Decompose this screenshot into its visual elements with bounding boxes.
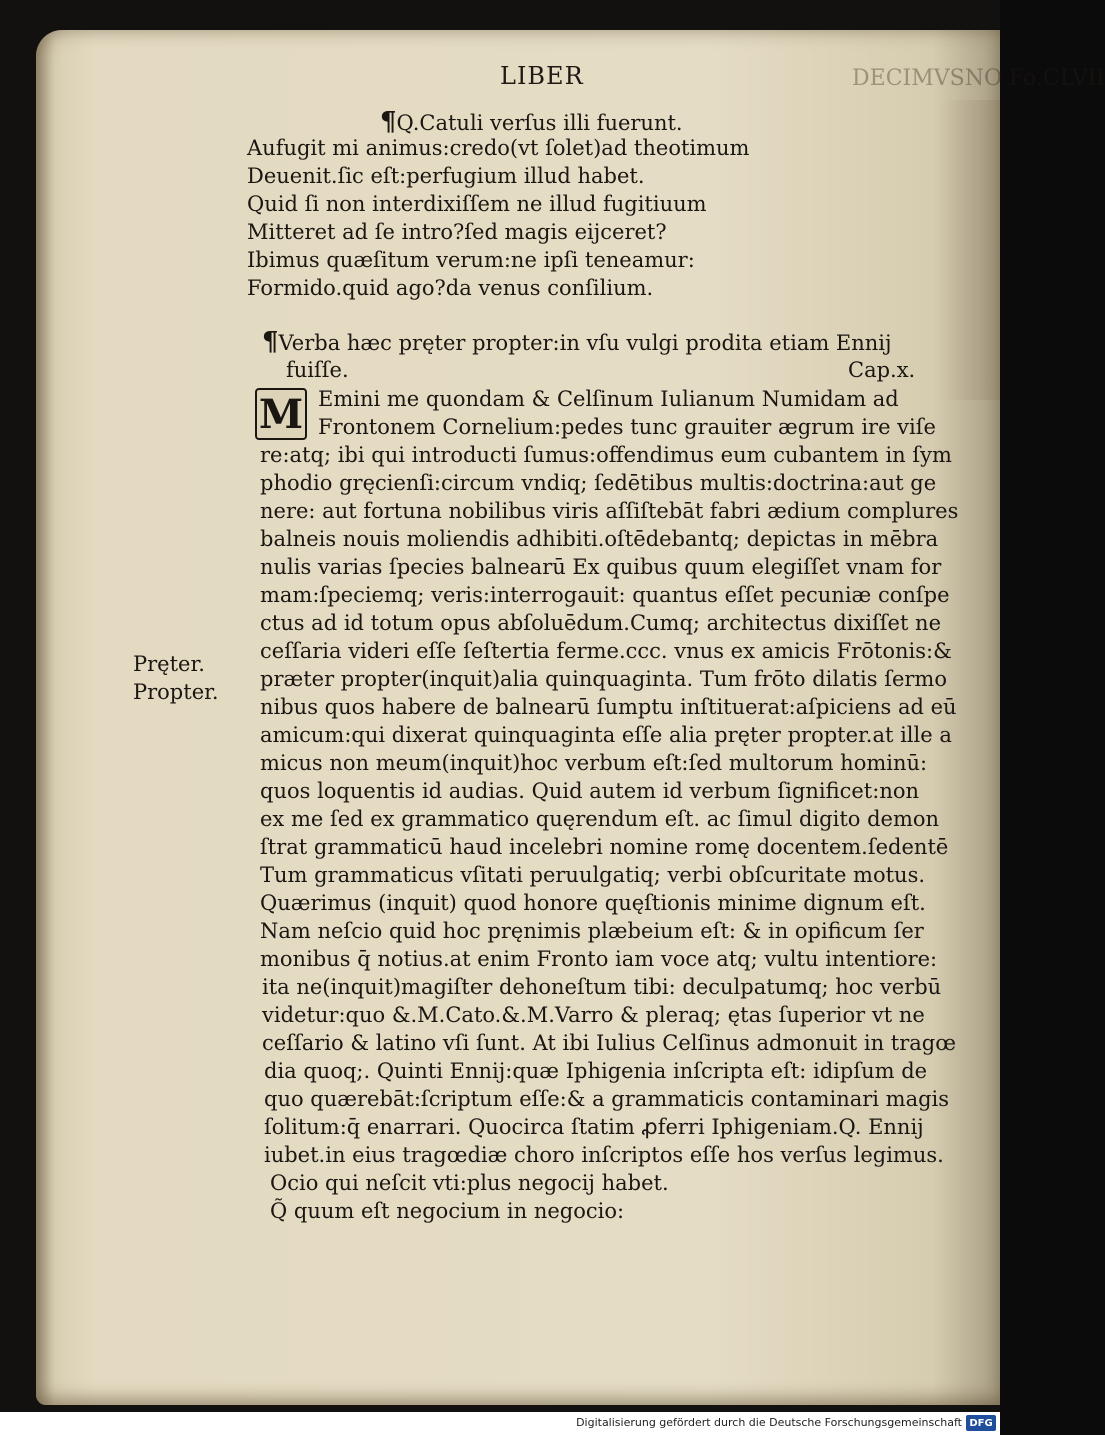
chapter-number: Cap.x. (848, 358, 916, 382)
verse-heading-text: Q.Catuli verſus illi fuerunt. (396, 111, 683, 135)
body-line: iubet.in eius tragœdiæ choro inſcriptos eſſe hos verſus legimus. (264, 1143, 944, 1167)
pilcrow-icon: ¶ (262, 327, 279, 357)
body-line: Emini me quondam & Celſinum Iulianum Numidam ad (318, 387, 899, 411)
verse-line: Aufugit mi animus:credo(vt ſolet)ad theotimum (247, 136, 750, 160)
verse-line: Ibimus quæſitum verum:ne ipſi teneamur: (247, 248, 695, 272)
footer-bar (0, 1412, 1000, 1435)
body-line: Q̃ quum eſt negocium in negocio: (270, 1199, 625, 1223)
body-line: monibus q̄ notius.at enim Fronto iam voce atq; vultu intentiore: (260, 947, 938, 971)
body-line: Tum grammaticus vſitati peruulgatiq; verbi obſcuritate motus. (260, 863, 926, 887)
dfg-logo-icon: DFG (966, 1415, 996, 1431)
bleed-through-shadow (940, 100, 1000, 400)
body-line: ita ne(inquit)magiſter dehoneſtum tibi: deculpatumq; hoc verbū (262, 975, 942, 999)
chapter-heading-text: Verba hæc pręter propter:in vſu vulgi prodita etiam Ennij (278, 331, 892, 355)
body-line: ctus ad id totum opus abſoluēdum.Cumq; architectus dixiſſet ne (260, 611, 942, 635)
body-line: mam:ſpeciemq; veris:interrogauit: quantus eſſet pecuniæ conſpe (260, 583, 950, 607)
body-line: dia quoq;. Quinti Ennij:quæ Iphigenia inſcripta eſt: idipſum de (264, 1059, 928, 1083)
body-line: quos loquentis id audias. Quid autem id verbum ſignificet:non (260, 779, 920, 803)
body-line: præter propter(inquit)alia quinquaginta. Tum frōto dilatis ſermo (260, 667, 947, 691)
body-line: Quærimus (inquit) quod honore quęſtionis minime dignum eſt. (260, 891, 926, 915)
verse-line: Formido.quid ago?da venus conſilium. (247, 276, 654, 300)
body-line: ex me ſed ex grammatico quęrendum eſt. ac ſimul digito demon (260, 807, 940, 831)
body-line: re:atq; ibi qui introducti ſumus:offendimus eum cubantem in ſym (260, 443, 952, 467)
verse-line: Quid ſi non interdixiſſem ne illud fugitiuum (247, 192, 707, 216)
body-line: Ocio qui neſcit vti:plus negocij habet. (270, 1171, 669, 1195)
body-line: nulis varias ſpecies balnearū Ex quibus quum elegiſſet vnam for (260, 555, 942, 579)
verse-line: Deuenit.ſic eſt:perfugium illud habet. (247, 164, 645, 188)
body-line: nibus quos habere de balnearū ſumptu inſtituerat:aſpiciens ad eū (260, 695, 957, 719)
verse-heading (380, 108, 683, 137)
running-head: LIBER (500, 62, 584, 90)
pilcrow-icon: ¶ (380, 107, 397, 137)
body-line: ceſſaria videri eſſe ſeſtertia ferme.ccc. vnus ex amicis Frōtonis:& (260, 639, 952, 663)
body-line: Frontonem Cornelium:pedes tunc grauiter ægrum ire viſe (318, 415, 936, 439)
body-line: amicum:qui dixerat quinquaginta eſſe alia pręter propter.at ille a (260, 723, 952, 747)
body-line: ſolitum:q̄ enarrari. Quocirca ſtatim ꝓferri Iphigeniam.Q. Ennij (264, 1115, 924, 1139)
body-line: ſtrat grammaticū haud incelebri nomine romę docentem.ſedentē (260, 835, 949, 859)
body-line: videtur:quo &.M.Cato.&.M.Varro & pleraq; ętas ſuperior vt ne (262, 1003, 925, 1027)
body-line: Nam neſcio quid hoc pręnimis plæbeium eſt: & in opificum ſer (260, 919, 924, 943)
verse-line: Mitteret ad ſe intro?ſed magis eijceret? (247, 220, 667, 244)
footer-credit: Digitalisierung gefördert durch die Deutsche Forschungsgemeinschaft (576, 1416, 962, 1429)
chapter-heading (262, 328, 892, 357)
decorated-initial: M (255, 388, 307, 440)
body-line: phodio gręcienſi:circum vndiq; ſedētibus multis:doctrina:aut ge (260, 471, 937, 495)
body-line: balneis nouis moliendis adhibiti.oſtēdebantq; depictas in mēbra (260, 527, 939, 551)
chapter-heading-continued: fuiſſe. (286, 358, 349, 382)
body-line: nere: aut fortuna nobilibus viris aſſiſtebāt fabri ædium complures (260, 499, 959, 523)
facing-page-bleed-text: DECIMVSNO Fo.CLVII (852, 66, 1105, 91)
body-line: micus non meum(inquit)hoc verbum eſt:ſed multorum hominū: (260, 751, 928, 775)
body-line: ceſſario & latino vſi ſunt. At ibi Iulius Celſinus admonuit in tragœ (262, 1031, 956, 1055)
marginal-note-preter: Pręter. (133, 652, 205, 676)
body-line: quo quærebāt:ſcriptum eſſe:& a grammaticis contaminari magis (264, 1087, 950, 1111)
marginal-note-propter: Propter. (133, 680, 219, 704)
